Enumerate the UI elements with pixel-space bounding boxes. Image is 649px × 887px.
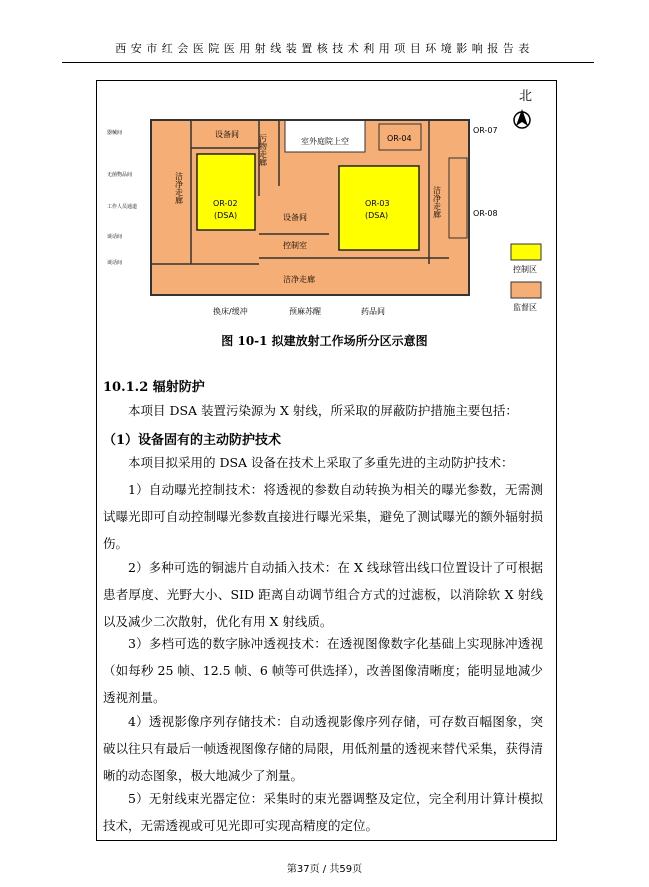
ns-annotation: 谈话间 — [107, 260, 123, 266]
room-label-or02-sub: (DSA) — [214, 211, 238, 220]
room-label-medicine: 药品间 — [361, 307, 385, 316]
paragraph-item-3: 3）多档可选的数字脉冲透视技术：在透视图像数字化基础上实现脉冲透视（如每秒 25 帧、12.5 帧、6 帧等可供选择），改善图像清晰度；能明显地减少透视剂量。 — [103, 636, 543, 705]
room-label-clean-corridor-left: 洁净走廊 — [174, 172, 184, 204]
room-label-clean-corridor-bottom: 洁净走廊 — [283, 275, 315, 284]
room-label-clean-corridor-right: 洁净走廊 — [432, 186, 442, 218]
paragraph-tech: 本项目拟采用的 DSA 设备在技术上采取了多重先进的主动防护技术： — [128, 455, 514, 470]
room-label-or03: OR-03 — [365, 199, 390, 208]
document-header: 西安市红会医院医用射线装置核技术利用项目环境影响报告表 — [115, 42, 534, 55]
section-heading-radiation-protection: 10.1.2 辐射防护 — [103, 380, 205, 395]
figure-caption: 图 10-1 拟建放射工作场所分区示意图 — [221, 334, 428, 348]
right-stub — [449, 158, 467, 238]
paragraph-intro: 本项目 DSA 装置污染源为 X 射线，所采取的屏蔽防护措施主要包括： — [128, 403, 518, 418]
room-label-or07: OR-07 — [473, 126, 498, 135]
north-label: 北 — [519, 89, 533, 104]
header-rule — [62, 62, 594, 63]
section-heading-active-protection: （1）设备固有的主动防护技术 — [103, 433, 282, 448]
room-label-or02: OR-02 — [213, 199, 238, 208]
room-label-equipment-2: 设备间 — [283, 213, 307, 222]
ns-annotation: 无菌物品间 — [107, 172, 133, 178]
ns-annotation: 工作人员通道 — [107, 204, 138, 210]
room-label-or03-sub: (DSA) — [365, 211, 389, 220]
paragraph-item-1: 1）自动曝光控制技术：将透视的参数自动转换为相关的曝光参数，无需测试曝光即可自动控制曝光参数直接进行曝光采集，避免了测试曝光的额外辐射损伤。 — [103, 482, 543, 551]
legend-swatch-control — [511, 244, 541, 260]
paragraph-item-2: 2）多种可选的铜滤片自动插入技术：在 X 线球管出线口位置设计了可根据患者厚度、光野大小、SID 距离自动调节组合方式的过滤板，以消除软 X 射线以及减少二次散射，优化有用 X 射线质。 — [103, 560, 543, 629]
ns-annotation: 谈话间 — [107, 234, 123, 240]
room-label-anesthesia: 预麻苏醒 — [289, 307, 321, 316]
legend-label-supervise: 监督区 — [513, 303, 537, 312]
floor-plan-figure — [99, 86, 549, 322]
room-label-equipment: 设备间 — [215, 130, 239, 139]
paragraph-item-4: 4）透视影像序列存储技术：自动透视影像序列存储，可存数百幅图象，突破以往只有最后一帧透视图像存储的局限，用低剂量的透视来替代采集，获得清晰的动态图象，极大地减少了剂量。 — [103, 714, 543, 783]
north-arrow-pointer — [516, 109, 528, 126]
outdoor-courtyard — [285, 120, 365, 152]
control-zone-or03 — [339, 166, 419, 250]
room-label-or08: OR-08 — [473, 209, 498, 218]
legend-swatch-supervise — [511, 282, 541, 298]
legend-label-control: 控制区 — [513, 265, 537, 274]
paragraph-item-5: 5）无射线束光器定位：采集时的束光器调整及定位，完全利用计算计模拟技术，无需透视或可见光即可实现高精度的定位。 — [103, 791, 543, 833]
room-label-or04: OR-04 — [387, 134, 412, 143]
page-footer: 第37页 / 共59页 — [286, 864, 363, 875]
room-label-outdoor: 室外庭院上空 — [301, 137, 349, 146]
room-label-change: 换床/缓冲 — [213, 307, 248, 316]
room-label-control-room: 控制室 — [283, 241, 307, 250]
room-label-dirty-corridor: 污物走廊 — [258, 134, 268, 166]
ns-annotation: 器械间 — [107, 130, 123, 136]
